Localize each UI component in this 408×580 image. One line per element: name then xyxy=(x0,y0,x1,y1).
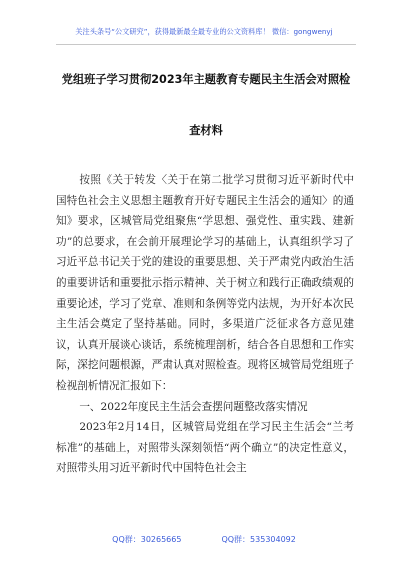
body-paragraph: 按照《关于转发〈关于在第二批学习贯彻习近平新时代中国特色社会主义思想主题教育开好专题民主生活会的通知〉的通知》要求，区城管局党组聚焦“学思想、强党性、重实践、建新功”的总要求，在会前开展理论学习的基础上，认真组织学习了习近平总书记关于党的建设的重要思想、关于严肃党内政治生活的重要讲话和重要批示指示精神、关于树立和践行正确政绩观的重要论述，学习了党章、准则和条例等党内法规，为开好本次民主生活会奠定了坚持基础。同时，多渠道广泛征求各方意见建议，认真开展谈心谈话，系统梳理剖析，结合各自思想和工作实际，深挖问题根源，严肃认真对照检查。现将区城管局党组班子检视剖析情况汇报如下： xyxy=(56,174,354,392)
section-heading: 一、2022年度民主生活会查摆问题整改落实情况 xyxy=(79,400,308,413)
footer-qq-group-2: QQ群：535304092 xyxy=(221,535,296,544)
footer-qq-group-1: QQ群：30265665 xyxy=(112,535,182,544)
footer xyxy=(0,534,408,545)
header-notice: 关注头条号“公文研究”，获得最新最全最专业的公文资料库！ 微信：gongwenyj xyxy=(75,27,333,36)
document-title-line-1: 党组班子学习贯彻2023年主题教育专题民主生活会对照检 xyxy=(61,73,351,86)
document-body xyxy=(56,170,354,479)
document-title-line-2: 查材料 xyxy=(189,124,223,137)
header-divider xyxy=(56,44,356,45)
body-paragraph: 2023年2月14日，区城管局党组在学习民主生活会“兰考标准”的基础上，对照带头深刻领悟“两个确立”的决定性意义，对照带头用习近平新时代中国特色社会主 xyxy=(56,421,354,475)
